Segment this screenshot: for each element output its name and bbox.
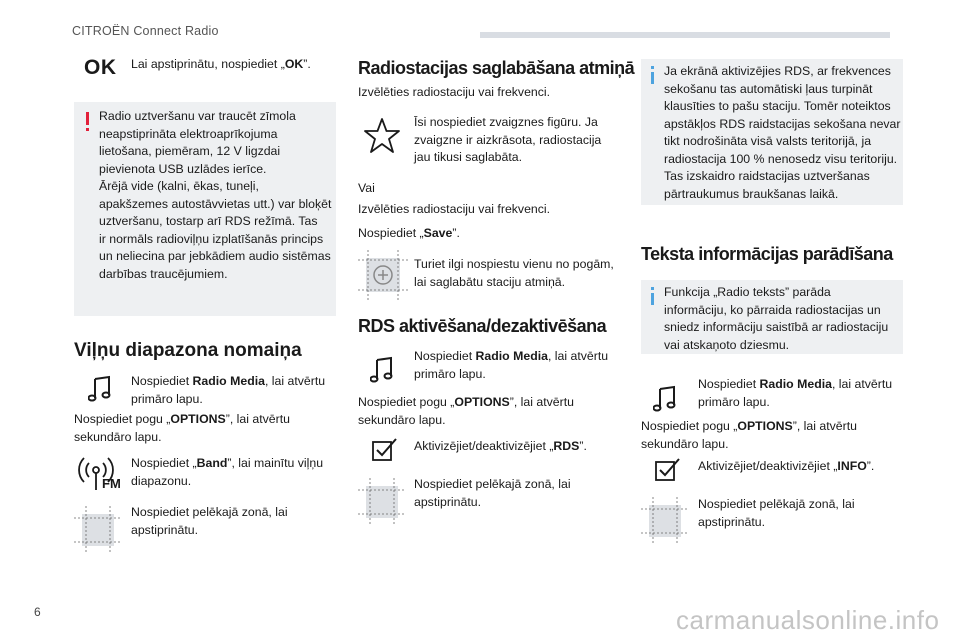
ok-text: Lai apstiprinātu, nospiediet „OK”.	[131, 57, 311, 71]
press-radio-text: Nospiediet Radio Media, lai atvērtu primāro lapu.	[131, 374, 326, 406]
options-text-3: Nospiediet pogu „OPTIONS”, lai atvērtu sekundāro lapu.	[641, 419, 857, 451]
info-text: Ja ekrānā aktivizējies RDS, ar frekvences sekošanu tas automātiski ļaus turpināt klausīties to pašu staciju. Tomēr noteiktos apstākļos RDS raidstacijas sekošana nevar tikt nodrošināta visā valsts teritorijā, ja radiostacija 100 % nenosedz visu teritoriju. Tas izskaidro raidstacijas uztveršanas pārtraukumus braukšanas laikā.	[664, 64, 901, 201]
grey-zone-text-2: Nospiediet pelēkajā zonā, lai apstiprinātu.	[414, 477, 571, 509]
header-title: CITROËN Connect Radio	[72, 24, 219, 38]
memory-heading: Radiostacijas saglabāšana atmiņā	[358, 58, 635, 78]
warning-icon-dot	[86, 128, 89, 131]
ok-icon: OK	[84, 56, 117, 79]
music-note-icon	[88, 374, 114, 402]
grey-zone-icon-2	[358, 478, 406, 526]
save-text: Nospiediet „Save”.	[358, 226, 460, 240]
options-text-2: Nospiediet pogu „OPTIONS”, lai atvērtu sekundāro lapu.	[358, 395, 574, 427]
star-icon	[362, 116, 402, 156]
fm-label: FM	[102, 476, 121, 491]
plus-text: Turiet ilgi nospiestu vienu no pogām, lai saglabātu staciju atmiņā.	[414, 257, 614, 289]
press-radio-text-3: Nospiediet Radio Media, lai atvērtu primāro lapu.	[698, 377, 893, 409]
info-toggle-text: Aktivizējiet/deaktivizējiet „INFO”.	[698, 459, 875, 473]
rds-toggle-text: Aktivizējiet/deaktivizējiet „RDS”.	[414, 439, 587, 453]
warning-icon	[86, 112, 89, 125]
warning-text: Radio uztveršanu var traucēt zīmola neapstiprināta elektroaprīkojuma lietošana, piemēram, 12 V ligzdai pievienota USB uzlādes ierīce. Ārējā vide (kalni, ēkas, tuneļi, apakšzemes autostāvvietas utt.) var bloķēt uztveršanu, tostarp arī RDS režīmā. Tas ir normāls radioviļņu izplatīšanās princips un neliecina par jebkādiem audio sistēmas darbības traucējumiem.	[99, 109, 332, 281]
checkbox-icon	[370, 436, 400, 464]
music-note-icon-2	[370, 355, 396, 383]
info-icon-2	[651, 293, 654, 305]
grey-zone-icon-3	[641, 497, 689, 545]
vai-text: Vai	[358, 181, 375, 195]
grey-zone-text-3: Nospiediet pelēkajā zonā, lai apstiprinātu.	[698, 497, 855, 529]
band-heading: Viļņu diapazona nomaiņa	[74, 340, 302, 361]
band-text: Nospiediet „Band”, lai mainītu viļņu diapazonu.	[131, 456, 324, 488]
music-note-icon-3	[653, 384, 679, 412]
options-text: Nospiediet pogu „OPTIONS”, lai atvērtu sekundāro lapu.	[74, 412, 290, 444]
info-text-2: Funkcija „Radio teksts” parāda informāciju, ko pārraida radiostacijas un sniedz informāciju saistībā ar radiostaciju vai atskaņoto dziesmu.	[664, 285, 889, 352]
grey-zone-icon	[74, 506, 122, 554]
rds-heading: RDS aktivēšana/dezaktivēšana	[358, 316, 607, 336]
info-icon-dot-2	[651, 287, 654, 290]
press-radio-text-2: Nospiediet Radio Media, lai atvērtu primāro lapu.	[414, 349, 609, 381]
select-station-text-2: Izvēlēties radiostaciju vai frekvenci.	[358, 202, 551, 216]
star-text: Īsi nospiediet zvaigznes figūru. Ja zvaigzne ir aizkrāsota, radiostacija jau tikusi saglabāta.	[414, 115, 602, 164]
checkbox-icon-2	[653, 456, 683, 484]
select-station-text: Izvēlēties radiostaciju vai frekvenci.	[358, 85, 551, 99]
watermark: carmanualsonline.info	[676, 605, 940, 635]
text-heading: Teksta informācijas parādīšana	[641, 244, 893, 264]
add-preset-icon	[358, 250, 408, 300]
page-number: 6	[34, 605, 41, 619]
info-icon-dot	[651, 66, 654, 69]
grey-zone-text: Nospiediet pelēkajā zonā, lai apstiprinātu.	[131, 505, 288, 537]
info-icon	[651, 72, 654, 84]
header-bar	[480, 32, 890, 38]
